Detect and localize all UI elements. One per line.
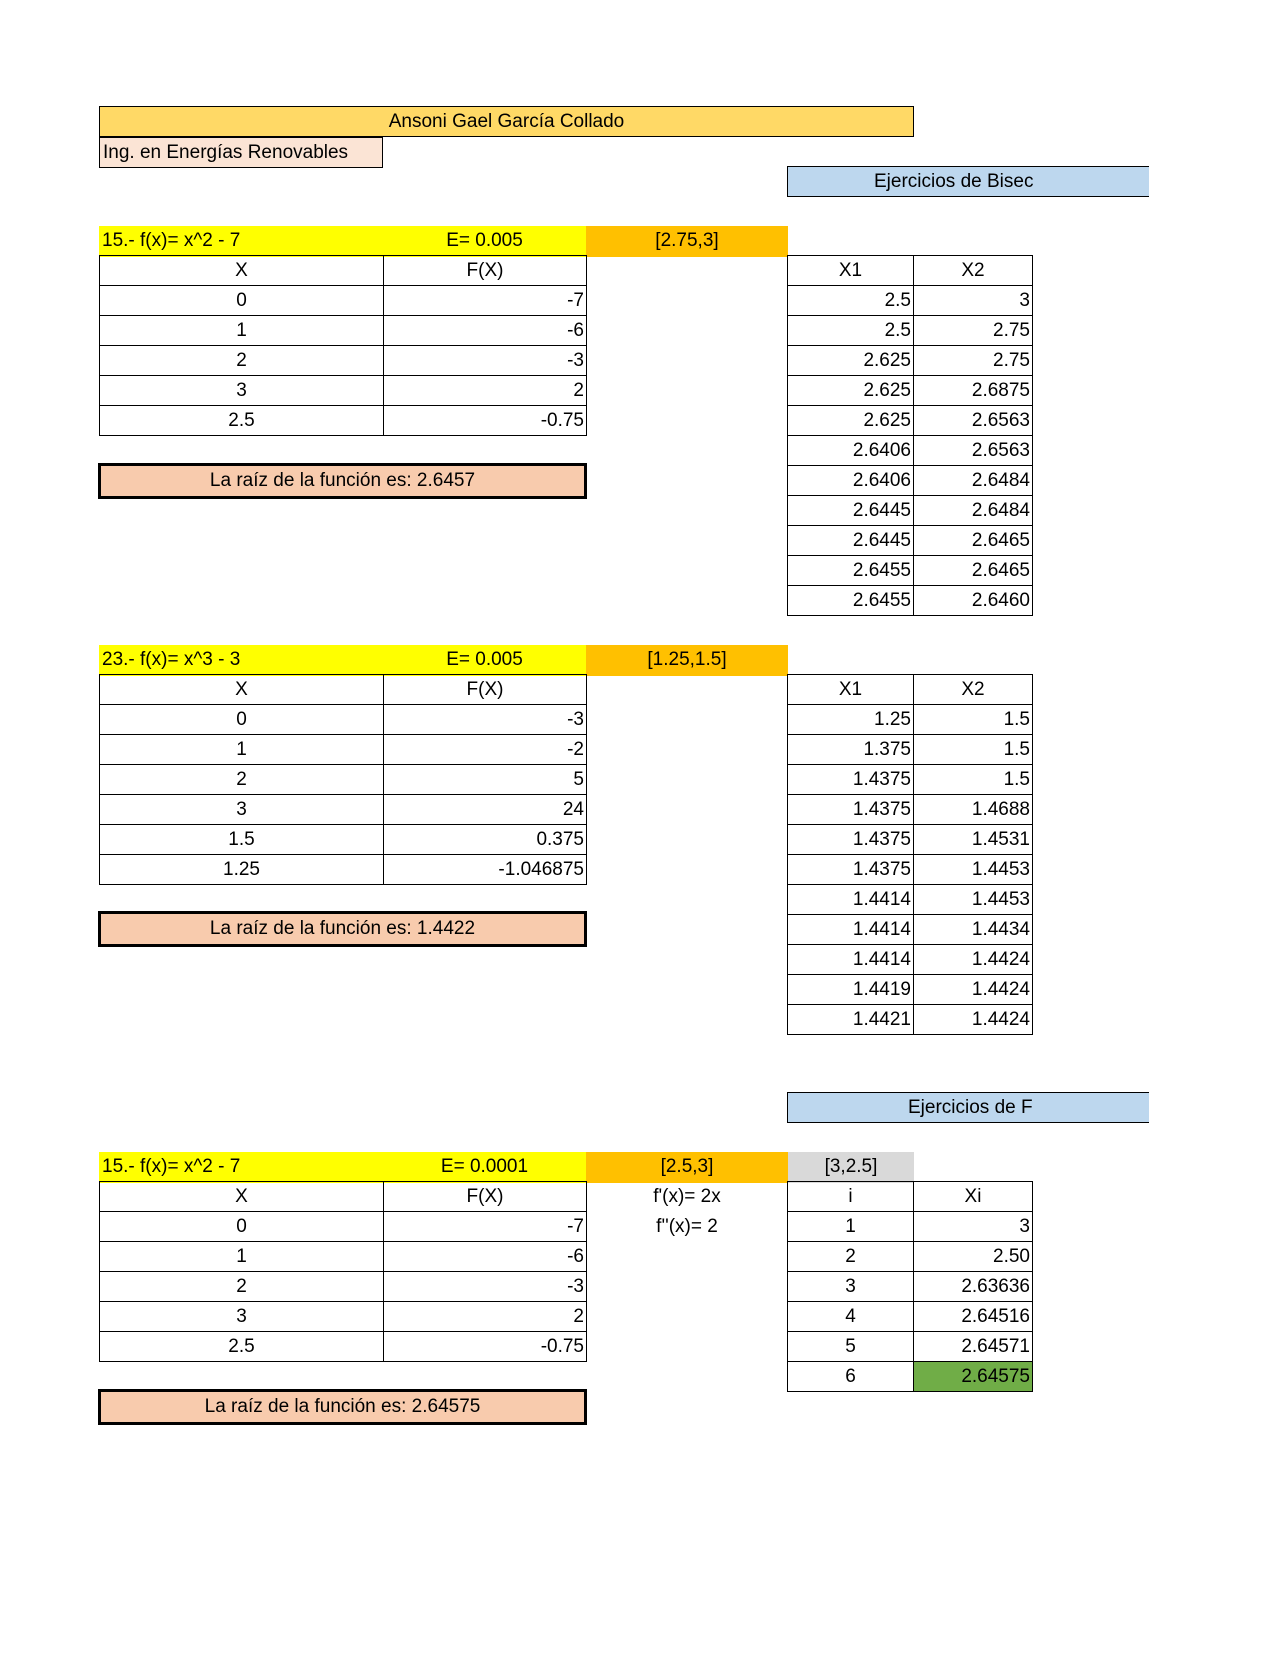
- ex3-error-label: E= 0.0001: [383, 1152, 586, 1183]
- col-header-fx: F(X): [384, 1182, 587, 1212]
- x2-cell: 1.4453: [914, 885, 1033, 915]
- fx-cell: -0.75: [384, 1332, 587, 1362]
- x-cell: 1.25: [100, 855, 384, 885]
- table-row: [788, 556, 1033, 586]
- fx-cell: -3: [384, 1272, 587, 1302]
- table-row: [788, 586, 1033, 616]
- i-cell: 1: [788, 1212, 914, 1242]
- table-row: [788, 915, 1033, 945]
- i-cell: 6: [788, 1362, 914, 1392]
- x1-cell: 2.6455: [788, 586, 914, 616]
- fx-cell: -3: [384, 705, 587, 735]
- col-header-x1: X1: [788, 675, 914, 705]
- x1-cell: 1.4414: [788, 945, 914, 975]
- table-header-row: [100, 1182, 587, 1212]
- x2-cell: 1.4434: [914, 915, 1033, 945]
- fx-cell: 24: [384, 795, 587, 825]
- x-cell: 2: [100, 346, 384, 376]
- table-header-row: [788, 1182, 1033, 1212]
- fx-cell: -6: [384, 1242, 587, 1272]
- fx-cell: -2: [384, 735, 587, 765]
- x2-cell: 3: [914, 286, 1033, 316]
- table-row: [100, 406, 587, 436]
- x-cell: 1: [100, 1242, 384, 1272]
- x2-cell: 2.6563: [914, 406, 1033, 436]
- xi-cell: 2.64571: [914, 1332, 1033, 1362]
- x-cell: 2.5: [100, 406, 384, 436]
- x-cell: 2: [100, 765, 384, 795]
- fx-cell: 2: [384, 376, 587, 406]
- col-header-fx: F(X): [384, 256, 587, 286]
- table-row: [788, 376, 1033, 406]
- x2-cell: 1.5: [914, 735, 1033, 765]
- x1-cell: 1.4414: [788, 915, 914, 945]
- x-cell: 0: [100, 1212, 384, 1242]
- x2-cell: 1.5: [914, 765, 1033, 795]
- author-name-cell: Ansoni Gael García Collado: [99, 106, 914, 137]
- x2-cell: 2.6465: [914, 556, 1033, 586]
- x2-cell: 2.6484: [914, 496, 1033, 526]
- x1-cell: 2.6445: [788, 526, 914, 556]
- ex1-error-label: E= 0.005: [383, 226, 586, 257]
- table-header-row: [788, 675, 1033, 705]
- table-row: [788, 945, 1033, 975]
- career-cell: Ing. en Energías Renovables: [99, 137, 383, 168]
- table-row: [788, 1362, 1033, 1392]
- table-row: [100, 376, 587, 406]
- table-row: [100, 1302, 587, 1332]
- x1-cell: 2.625: [788, 346, 914, 376]
- x1-cell: 1.4375: [788, 765, 914, 795]
- ex3-function-label: 15.- f(x)= x^2 - 7: [99, 1152, 383, 1183]
- x2-cell: 2.6460: [914, 586, 1033, 616]
- x1-cell: 1.4414: [788, 885, 914, 915]
- xi-cell: 2.63636: [914, 1272, 1033, 1302]
- x1-cell: 1.25: [788, 705, 914, 735]
- x2-cell: 1.4424: [914, 945, 1033, 975]
- xi-cell-final: 2.64575: [914, 1362, 1033, 1392]
- table-row: [100, 855, 587, 885]
- x2-cell: 1.4531: [914, 825, 1033, 855]
- table-row: [100, 1272, 587, 1302]
- table-row: [788, 705, 1033, 735]
- x2-cell: 1.5: [914, 705, 1033, 735]
- ex1-result-box: La raíz de la función es: 2.6457: [98, 463, 587, 499]
- x-cell: 0: [100, 286, 384, 316]
- table-row: [788, 286, 1033, 316]
- table-row: [788, 735, 1033, 765]
- i-cell: 2: [788, 1242, 914, 1272]
- ex3-result-box: La raíz de la función es: 2.64575: [98, 1389, 587, 1425]
- table-row: [100, 825, 587, 855]
- table-row: [788, 496, 1033, 526]
- table-header-row: [100, 256, 587, 286]
- table-row: [100, 316, 587, 346]
- x2-cell: 1.4424: [914, 1005, 1033, 1035]
- col-header-x: X: [100, 675, 384, 705]
- x2-cell: 2.6875: [914, 376, 1033, 406]
- fx-cell: 0.375: [384, 825, 587, 855]
- ex2-iterations-table: [787, 674, 1033, 1035]
- table-row: [100, 765, 587, 795]
- table-row: [788, 825, 1033, 855]
- col-header-i: i: [788, 1182, 914, 1212]
- xi-cell: 2.50: [914, 1242, 1033, 1272]
- ex2-interval-label: [1.25,1.5]: [586, 645, 788, 676]
- fx-cell: -6: [384, 316, 587, 346]
- x1-cell: 2.5: [788, 316, 914, 346]
- i-cell: 5: [788, 1332, 914, 1362]
- x-cell: 1: [100, 735, 384, 765]
- x2-cell: 2.75: [914, 316, 1033, 346]
- x2-cell: 1.4453: [914, 855, 1033, 885]
- table-row: [788, 1005, 1033, 1035]
- ex3-interval2-label: [3,2.5]: [788, 1152, 914, 1183]
- fx-cell: -0.75: [384, 406, 587, 436]
- ex3-interval-label: [2.5,3]: [586, 1152, 788, 1183]
- newton-section-title: Ejercicios de F: [787, 1092, 1149, 1123]
- col-header-fx: F(X): [384, 675, 587, 705]
- table-row: [788, 765, 1033, 795]
- ex3-values-table: [99, 1181, 587, 1362]
- table-row: [788, 885, 1033, 915]
- fx-cell: -3: [384, 346, 587, 376]
- table-row: [788, 466, 1033, 496]
- table-row: [100, 1332, 587, 1362]
- x1-cell: 1.4421: [788, 1005, 914, 1035]
- bisection-section-title: Ejercicios de Bisec: [787, 166, 1149, 197]
- col-header-x: X: [100, 1182, 384, 1212]
- table-row: [100, 1212, 587, 1242]
- x1-cell: 1.4375: [788, 855, 914, 885]
- i-cell: 4: [788, 1302, 914, 1332]
- x1-cell: 2.5: [788, 286, 914, 316]
- ex1-function-label: 15.- f(x)= x^2 - 7: [99, 226, 383, 257]
- x1-cell: 1.4419: [788, 975, 914, 1005]
- table-header-row: [788, 256, 1033, 286]
- col-header-xi: Xi: [914, 1182, 1033, 1212]
- ex3-iterations-table: [787, 1181, 1033, 1392]
- table-row: [788, 795, 1033, 825]
- ex1-iterations-table: [787, 255, 1033, 616]
- x2-cell: 2.6563: [914, 436, 1033, 466]
- x1-cell: 2.6455: [788, 556, 914, 586]
- x-cell: 3: [100, 1302, 384, 1332]
- fx-cell: -7: [384, 286, 587, 316]
- ex2-error-label: E= 0.005: [383, 645, 586, 676]
- x-cell: 2: [100, 1272, 384, 1302]
- x2-cell: 2.6484: [914, 466, 1033, 496]
- fx-cell: -7: [384, 1212, 587, 1242]
- xi-cell: 3: [914, 1212, 1033, 1242]
- table-row: [788, 1242, 1033, 1272]
- table-row: [100, 286, 587, 316]
- ex2-result-box: La raíz de la función es: 1.4422: [98, 911, 587, 947]
- i-cell: 3: [788, 1272, 914, 1302]
- table-row: [788, 526, 1033, 556]
- col-header-x: X: [100, 256, 384, 286]
- table-row: [788, 346, 1033, 376]
- table-row: [788, 1212, 1033, 1242]
- x2-cell: 2.75: [914, 346, 1033, 376]
- table-row: [788, 855, 1033, 885]
- table-row: [788, 1272, 1033, 1302]
- ex3-first-derivative: f'(x)= 2x: [653, 1186, 721, 1207]
- table-row: [100, 705, 587, 735]
- x-cell: 0: [100, 705, 384, 735]
- x-cell: 3: [100, 376, 384, 406]
- fx-cell: 2: [384, 1302, 587, 1332]
- xi-cell: 2.64516: [914, 1302, 1033, 1332]
- ex3-second-derivative: f''(x)= 2: [656, 1216, 718, 1237]
- ex1-values-table: [99, 255, 587, 436]
- table-row: [100, 735, 587, 765]
- col-header-x2: X2: [914, 256, 1033, 286]
- x1-cell: 1.4375: [788, 825, 914, 855]
- x1-cell: 2.6445: [788, 496, 914, 526]
- table-row: [788, 436, 1033, 466]
- col-header-x1: X1: [788, 256, 914, 286]
- x1-cell: 2.6406: [788, 466, 914, 496]
- col-header-x2: X2: [914, 675, 1033, 705]
- x1-cell: 2.625: [788, 376, 914, 406]
- x2-cell: 1.4688: [914, 795, 1033, 825]
- fx-cell: 5: [384, 765, 587, 795]
- x2-cell: 1.4424: [914, 975, 1033, 1005]
- table-row: [788, 975, 1033, 1005]
- x-cell: 2.5: [100, 1332, 384, 1362]
- table-row: [788, 1302, 1033, 1332]
- fx-cell: -1.046875: [384, 855, 587, 885]
- ex2-values-table: [99, 674, 587, 885]
- ex1-interval-label: [2.75,3]: [586, 226, 788, 257]
- table-row: [100, 1242, 587, 1272]
- x-cell: 1: [100, 316, 384, 346]
- x1-cell: 2.625: [788, 406, 914, 436]
- x1-cell: 1.375: [788, 735, 914, 765]
- table-header-row: [100, 675, 587, 705]
- table-row: [788, 406, 1033, 436]
- ex2-function-label: 23.- f(x)= x^3 - 3: [99, 645, 383, 676]
- x1-cell: 2.6406: [788, 436, 914, 466]
- table-row: [788, 316, 1033, 346]
- table-row: [100, 346, 587, 376]
- table-row: [788, 1332, 1033, 1362]
- table-row: [100, 795, 587, 825]
- x1-cell: 1.4375: [788, 795, 914, 825]
- x-cell: 1.5: [100, 825, 384, 855]
- x2-cell: 2.6465: [914, 526, 1033, 556]
- x-cell: 3: [100, 795, 384, 825]
